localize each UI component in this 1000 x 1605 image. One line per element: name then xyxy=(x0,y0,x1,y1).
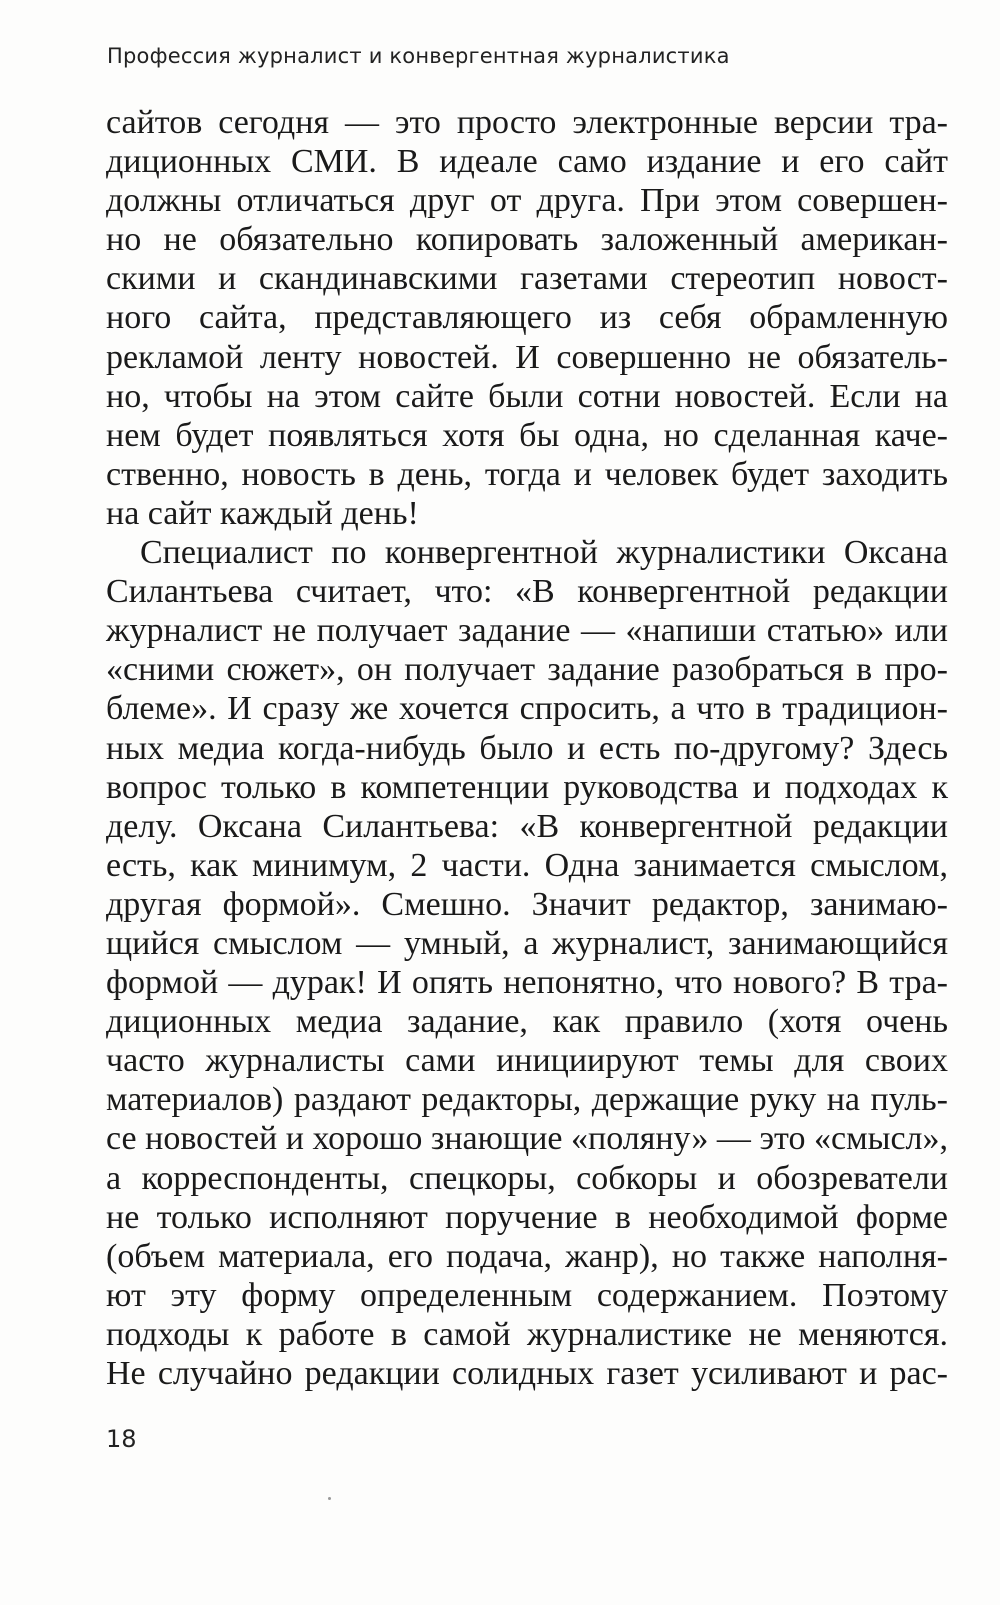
print-speck xyxy=(328,1497,331,1500)
text-line: диционных медиа задание, как правило (хотя очень xyxy=(106,1003,948,1041)
text-line: се новостей и хорошо знающие «поляну» — это «смысл», xyxy=(106,1120,948,1158)
text-line: делу. Оксана Силантьева: «В конвергентной редакции xyxy=(106,807,948,845)
text-line: подходы к работе в самой журналистике не меняются. xyxy=(106,1315,948,1353)
text-line: щийся смыслом — умный, а журналист, занимающийся xyxy=(106,924,948,962)
text-line: материалов) раздают редакторы, держащие руку на пуль- xyxy=(106,1081,948,1119)
text-line: должны отличаться друг от друга. При этом совершен- xyxy=(106,182,948,220)
text-line: ного сайта, представляющего из себя обрамленную xyxy=(106,299,948,337)
text-line: сайтов сегодня — это просто электронные версии тра- xyxy=(106,104,948,141)
text-line: Не случайно редакции солидных газет усиливают и рас- xyxy=(106,1355,948,1392)
text-line: журналист не получает задание — «напиши статью» или xyxy=(106,612,948,650)
text-line: «сними сюжет», он получает задание разобраться в про- xyxy=(106,651,948,689)
text-line: Силантьева считает, что: «В конвергентной редакции xyxy=(106,573,948,611)
text-line: диционных СМИ. В идеале само издание и его сайт xyxy=(106,143,948,181)
text-line: блеме». И сразу же хочется спросить, а что в традицион- xyxy=(106,690,948,728)
text-line: другая формой». Смешно. Значит редактор, занимаю- xyxy=(106,885,948,923)
text-line: ют эту форму определенным содержанием. Поэтому xyxy=(106,1276,948,1314)
body-text xyxy=(106,103,948,1393)
text-line: на сайт каждый день! xyxy=(106,494,419,532)
text-line: а корреспонденты, спецкоры, собкоры и обозреватели xyxy=(106,1159,948,1197)
text-line: вопрос только в компетенции руководства и подходах к xyxy=(106,768,948,806)
text-line: часто журналисты сами инициируют темы для своих xyxy=(106,1042,948,1080)
text-line: скими и скандинавскими газетами стереотип новост- xyxy=(106,260,948,298)
paragraph-start-line: Специалист по конвергентной журналистики Оксана xyxy=(140,534,948,572)
text-line: нем будет появляться хотя бы одна, но сделанная каче- xyxy=(106,416,948,454)
text-line: есть, как минимум, 2 части. Одна занимается смыслом, xyxy=(106,846,948,884)
page-number: 18 xyxy=(106,1425,137,1453)
text-line: ственно, новость в день, тогда и человек будет заходить xyxy=(106,455,948,493)
text-line: не только исполняют поручение в необходимой форме xyxy=(106,1198,948,1236)
text-line: но не обязательно копировать заложенный американ- xyxy=(106,221,948,259)
text-line: формой — дурак! И опять непонятно, что нового? В тра- xyxy=(106,964,948,1002)
text-line: ных медиа когда-нибудь было и есть по-другому? Здесь xyxy=(106,729,948,767)
text-line: рекламой ленту новостей. И совершенно не обязатель- xyxy=(106,338,948,376)
text-line: но, чтобы на этом сайте были сотни новостей. Если на xyxy=(106,377,948,415)
running-head: Профессия журналист и конвергентная журналистика xyxy=(107,44,730,68)
text-line: (объем материала, его подача, жанр), но также наполня- xyxy=(106,1237,948,1275)
